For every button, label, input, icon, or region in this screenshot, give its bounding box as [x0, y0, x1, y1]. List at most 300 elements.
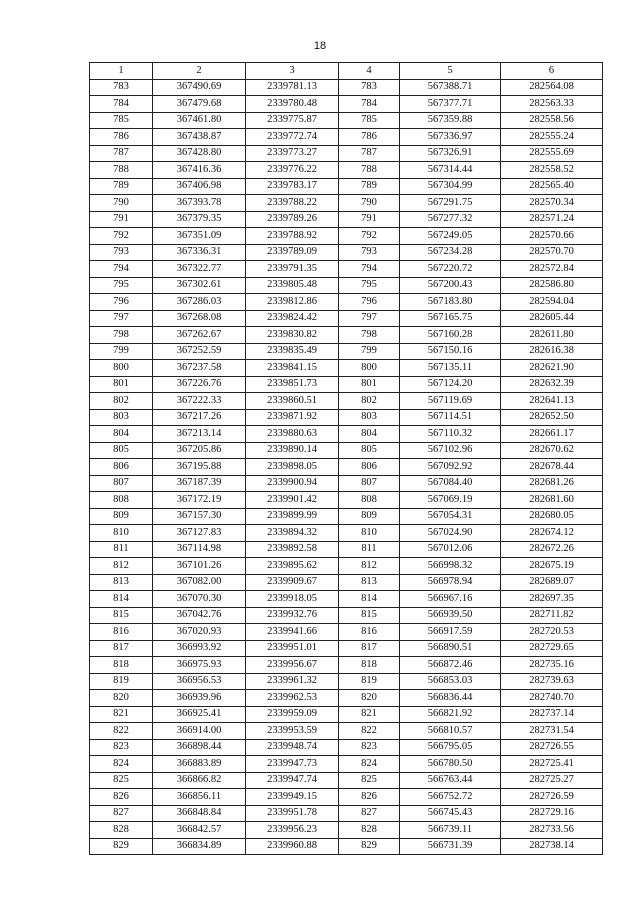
- x-coordinate-cell: 567183.80: [400, 294, 501, 311]
- point-number-cell: 808: [339, 492, 400, 509]
- x-coordinate-cell: 566745.43: [400, 805, 501, 822]
- x-coordinate-cell: 567110.32: [400, 426, 501, 443]
- y-coordinate-cell: 2339780.48: [246, 96, 339, 113]
- y-coordinate-cell: 2339841.15: [246, 360, 339, 377]
- y-coordinate-cell: 282670.62: [501, 442, 603, 459]
- y-coordinate-cell: 2339773.27: [246, 145, 339, 162]
- y-coordinate-cell: 2339949.15: [246, 789, 339, 806]
- x-coordinate-cell: 566890.51: [400, 640, 501, 657]
- y-coordinate-cell: 282558.52: [501, 162, 603, 179]
- table-row: [90, 228, 603, 245]
- table-row: [90, 508, 603, 525]
- point-number-cell: 825: [339, 772, 400, 789]
- x-coordinate-cell: 367336.31: [153, 244, 246, 261]
- table-row: [90, 574, 603, 591]
- y-coordinate-cell: 282558.56: [501, 112, 603, 129]
- point-number-cell: 791: [90, 211, 153, 228]
- y-coordinate-cell: 282611.80: [501, 327, 603, 344]
- x-coordinate-cell: 367070.30: [153, 591, 246, 608]
- y-coordinate-cell: 2339894.32: [246, 525, 339, 542]
- point-number-cell: 801: [339, 376, 400, 393]
- y-coordinate-cell: 2339772.74: [246, 129, 339, 146]
- y-coordinate-cell: 2339948.74: [246, 739, 339, 756]
- y-coordinate-cell: 2339918.05: [246, 591, 339, 608]
- x-coordinate-cell: 567160.28: [400, 327, 501, 344]
- table-row: [90, 822, 603, 839]
- table-row: [90, 442, 603, 459]
- y-coordinate-cell: 282726.59: [501, 789, 603, 806]
- y-coordinate-cell: 2339932.76: [246, 607, 339, 624]
- point-number-cell: 827: [339, 805, 400, 822]
- y-coordinate-cell: 2339851.73: [246, 376, 339, 393]
- point-number-cell: 792: [90, 228, 153, 245]
- y-coordinate-cell: 2339960.88: [246, 838, 339, 855]
- y-coordinate-cell: 282605.44: [501, 310, 603, 327]
- y-coordinate-cell: 282675.19: [501, 558, 603, 575]
- y-coordinate-cell: 2339899.99: [246, 508, 339, 525]
- x-coordinate-cell: 367217.26: [153, 409, 246, 426]
- point-number-cell: 784: [90, 96, 153, 113]
- table-row: [90, 360, 603, 377]
- point-number-cell: 823: [90, 739, 153, 756]
- y-coordinate-cell: 2339898.05: [246, 459, 339, 476]
- point-number-cell: 789: [90, 178, 153, 195]
- x-coordinate-cell: 567277.32: [400, 211, 501, 228]
- x-coordinate-cell: 567200.43: [400, 277, 501, 294]
- y-coordinate-cell: 2339947.74: [246, 772, 339, 789]
- table-row: [90, 459, 603, 476]
- y-coordinate-cell: 2339871.92: [246, 409, 339, 426]
- y-coordinate-cell: 2339776.22: [246, 162, 339, 179]
- y-coordinate-cell: 2339783.17: [246, 178, 339, 195]
- y-coordinate-cell: 2339830.82: [246, 327, 339, 344]
- point-number-cell: 787: [339, 145, 400, 162]
- y-coordinate-cell: 282570.70: [501, 244, 603, 261]
- point-number-cell: 818: [339, 657, 400, 674]
- x-coordinate-cell: 367252.59: [153, 343, 246, 360]
- y-coordinate-cell: 282740.70: [501, 690, 603, 707]
- point-number-cell: 809: [339, 508, 400, 525]
- point-number-cell: 783: [339, 79, 400, 96]
- x-coordinate-cell: 567119.69: [400, 393, 501, 410]
- y-coordinate-cell: 282726.55: [501, 739, 603, 756]
- point-number-cell: 809: [90, 508, 153, 525]
- table-row: [90, 129, 603, 146]
- y-coordinate-cell: 2339951.78: [246, 805, 339, 822]
- x-coordinate-cell: 367322.77: [153, 261, 246, 278]
- y-coordinate-cell: 282678.44: [501, 459, 603, 476]
- y-coordinate-cell: 282733.56: [501, 822, 603, 839]
- x-coordinate-cell: 367438.87: [153, 129, 246, 146]
- point-number-cell: 818: [90, 657, 153, 674]
- x-coordinate-cell: 367490.69: [153, 79, 246, 96]
- y-coordinate-cell: 282729.65: [501, 640, 603, 657]
- point-number-cell: 785: [90, 112, 153, 129]
- y-coordinate-cell: 2339956.23: [246, 822, 339, 839]
- table-row: [90, 211, 603, 228]
- table-row: [90, 310, 603, 327]
- x-coordinate-cell: 566917.59: [400, 624, 501, 641]
- table-row: [90, 838, 603, 855]
- point-number-cell: 814: [339, 591, 400, 608]
- x-coordinate-cell: 566752.72: [400, 789, 501, 806]
- x-coordinate-cell: 567165.75: [400, 310, 501, 327]
- table-row: [90, 178, 603, 195]
- x-coordinate-cell: 367379.35: [153, 211, 246, 228]
- y-coordinate-cell: 282555.24: [501, 129, 603, 146]
- point-number-cell: 824: [339, 756, 400, 773]
- x-coordinate-cell: 367302.61: [153, 277, 246, 294]
- y-coordinate-cell: 2339775.87: [246, 112, 339, 129]
- point-number-cell: 788: [339, 162, 400, 179]
- y-coordinate-cell: 282641.13: [501, 393, 603, 410]
- table-row: [90, 426, 603, 443]
- y-coordinate-cell: 282697.35: [501, 591, 603, 608]
- y-coordinate-cell: 2339789.26: [246, 211, 339, 228]
- table-row: [90, 805, 603, 822]
- x-coordinate-cell: 367222.33: [153, 393, 246, 410]
- y-coordinate-cell: 2339909.67: [246, 574, 339, 591]
- y-coordinate-cell: 282570.34: [501, 195, 603, 212]
- point-number-cell: 794: [90, 261, 153, 278]
- x-coordinate-cell: 566731.39: [400, 838, 501, 855]
- x-coordinate-cell: 567114.51: [400, 409, 501, 426]
- table-row: [90, 789, 603, 806]
- x-coordinate-cell: 367286.03: [153, 294, 246, 311]
- point-number-cell: 817: [90, 640, 153, 657]
- column-header: 1: [90, 63, 153, 80]
- y-coordinate-cell: 2339901.42: [246, 492, 339, 509]
- table-row: [90, 690, 603, 707]
- point-number-cell: 800: [90, 360, 153, 377]
- x-coordinate-cell: 367205.86: [153, 442, 246, 459]
- y-coordinate-cell: 282565.40: [501, 178, 603, 195]
- x-coordinate-cell: 567291.75: [400, 195, 501, 212]
- table-row: [90, 492, 603, 509]
- x-coordinate-cell: 367213.14: [153, 426, 246, 443]
- point-number-cell: 806: [339, 459, 400, 476]
- x-coordinate-cell: 367262.67: [153, 327, 246, 344]
- x-coordinate-cell: 566978.94: [400, 574, 501, 591]
- point-number-cell: 820: [339, 690, 400, 707]
- x-coordinate-cell: 366914.00: [153, 723, 246, 740]
- y-coordinate-cell: 282681.26: [501, 475, 603, 492]
- y-coordinate-cell: 2339892.58: [246, 541, 339, 558]
- x-coordinate-cell: 367101.26: [153, 558, 246, 575]
- point-number-cell: 807: [90, 475, 153, 492]
- y-coordinate-cell: 2339895.62: [246, 558, 339, 575]
- point-number-cell: 787: [90, 145, 153, 162]
- point-number-cell: 786: [339, 129, 400, 146]
- table-row: [90, 657, 603, 674]
- x-coordinate-cell: 566998.32: [400, 558, 501, 575]
- y-coordinate-cell: 2339788.92: [246, 228, 339, 245]
- x-coordinate-cell: 567249.05: [400, 228, 501, 245]
- x-coordinate-cell: 366848.84: [153, 805, 246, 822]
- table-row: [90, 607, 603, 624]
- y-coordinate-cell: 2339788.22: [246, 195, 339, 212]
- x-coordinate-cell: 366956.53: [153, 673, 246, 690]
- point-number-cell: 812: [90, 558, 153, 575]
- point-number-cell: 827: [90, 805, 153, 822]
- point-number-cell: 788: [90, 162, 153, 179]
- x-coordinate-cell: 367406.98: [153, 178, 246, 195]
- point-number-cell: 798: [90, 327, 153, 344]
- x-coordinate-cell: 366834.89: [153, 838, 246, 855]
- point-number-cell: 808: [90, 492, 153, 509]
- point-number-cell: 800: [339, 360, 400, 377]
- y-coordinate-cell: 282720.53: [501, 624, 603, 641]
- point-number-cell: 807: [339, 475, 400, 492]
- table-row: [90, 96, 603, 113]
- table-row: [90, 475, 603, 492]
- y-coordinate-cell: 282674.12: [501, 525, 603, 542]
- x-coordinate-cell: 567024.90: [400, 525, 501, 542]
- column-header: 4: [339, 63, 400, 80]
- y-coordinate-cell: 2339959.09: [246, 706, 339, 723]
- x-coordinate-cell: 366925.41: [153, 706, 246, 723]
- y-coordinate-cell: 282729.16: [501, 805, 603, 822]
- x-coordinate-cell: 566836.44: [400, 690, 501, 707]
- x-coordinate-cell: 367172.19: [153, 492, 246, 509]
- table-row: [90, 244, 603, 261]
- x-coordinate-cell: 566763.44: [400, 772, 501, 789]
- x-coordinate-cell: 366866.82: [153, 772, 246, 789]
- point-number-cell: 798: [339, 327, 400, 344]
- point-number-cell: 821: [339, 706, 400, 723]
- x-coordinate-cell: 367082.00: [153, 574, 246, 591]
- y-coordinate-cell: 2339953.59: [246, 723, 339, 740]
- point-number-cell: 829: [339, 838, 400, 855]
- point-number-cell: 795: [339, 277, 400, 294]
- point-number-cell: 803: [90, 409, 153, 426]
- x-coordinate-cell: 366856.11: [153, 789, 246, 806]
- table-row: [90, 294, 603, 311]
- page-number: 18: [313, 40, 327, 52]
- x-coordinate-cell: 367393.78: [153, 195, 246, 212]
- table-row: [90, 327, 603, 344]
- y-coordinate-cell: 2339835.49: [246, 343, 339, 360]
- y-coordinate-cell: 282586.80: [501, 277, 603, 294]
- x-coordinate-cell: 567220.72: [400, 261, 501, 278]
- x-coordinate-cell: 367114.98: [153, 541, 246, 558]
- x-coordinate-cell: 367351.09: [153, 228, 246, 245]
- point-number-cell: 796: [90, 294, 153, 311]
- table-row: [90, 772, 603, 789]
- x-coordinate-cell: 567124.20: [400, 376, 501, 393]
- x-coordinate-cell: 367020.93: [153, 624, 246, 641]
- y-coordinate-cell: 282725.27: [501, 772, 603, 789]
- point-number-cell: 826: [90, 789, 153, 806]
- table-row: [90, 409, 603, 426]
- y-coordinate-cell: 282672.26: [501, 541, 603, 558]
- table-row: [90, 673, 603, 690]
- x-coordinate-cell: 366842.57: [153, 822, 246, 839]
- point-number-cell: 799: [90, 343, 153, 360]
- point-number-cell: 822: [339, 723, 400, 740]
- table-row: [90, 343, 603, 360]
- y-coordinate-cell: 282632.39: [501, 376, 603, 393]
- point-number-cell: 828: [90, 822, 153, 839]
- column-header: 6: [501, 63, 603, 80]
- y-coordinate-cell: 282725.41: [501, 756, 603, 773]
- x-coordinate-cell: 566810.57: [400, 723, 501, 740]
- x-coordinate-cell: 567314.44: [400, 162, 501, 179]
- point-number-cell: 796: [339, 294, 400, 311]
- point-number-cell: 814: [90, 591, 153, 608]
- point-number-cell: 824: [90, 756, 153, 773]
- column-header: 5: [400, 63, 501, 80]
- point-number-cell: 828: [339, 822, 400, 839]
- y-coordinate-cell: 282681.60: [501, 492, 603, 509]
- point-number-cell: 819: [339, 673, 400, 690]
- y-coordinate-cell: 282594.04: [501, 294, 603, 311]
- table-row: [90, 558, 603, 575]
- y-coordinate-cell: 2339941.66: [246, 624, 339, 641]
- table-row: [90, 112, 603, 129]
- table-row: [90, 376, 603, 393]
- x-coordinate-cell: 567102.96: [400, 442, 501, 459]
- x-coordinate-cell: 567326.91: [400, 145, 501, 162]
- x-coordinate-cell: 566872.46: [400, 657, 501, 674]
- y-coordinate-cell: 282735.16: [501, 657, 603, 674]
- x-coordinate-cell: 366975.93: [153, 657, 246, 674]
- table-row: [90, 706, 603, 723]
- point-number-cell: 806: [90, 459, 153, 476]
- x-coordinate-cell: 567377.71: [400, 96, 501, 113]
- table-row: [90, 393, 603, 410]
- column-header: 3: [246, 63, 339, 80]
- y-coordinate-cell: 282738.14: [501, 838, 603, 855]
- point-number-cell: 803: [339, 409, 400, 426]
- x-coordinate-cell: 366939.96: [153, 690, 246, 707]
- point-number-cell: 790: [339, 195, 400, 212]
- point-number-cell: 829: [90, 838, 153, 855]
- table-row: [90, 640, 603, 657]
- point-number-cell: 810: [339, 525, 400, 542]
- table-row: [90, 277, 603, 294]
- point-number-cell: 815: [339, 607, 400, 624]
- y-coordinate-cell: 282616.38: [501, 343, 603, 360]
- table-row: [90, 756, 603, 773]
- point-number-cell: 820: [90, 690, 153, 707]
- x-coordinate-cell: 367157.30: [153, 508, 246, 525]
- y-coordinate-cell: 282711.82: [501, 607, 603, 624]
- y-coordinate-cell: 282739.63: [501, 673, 603, 690]
- point-number-cell: 797: [90, 310, 153, 327]
- point-number-cell: 825: [90, 772, 153, 789]
- point-number-cell: 792: [339, 228, 400, 245]
- x-coordinate-cell: 567054.31: [400, 508, 501, 525]
- point-number-cell: 801: [90, 376, 153, 393]
- y-coordinate-cell: 2339951.01: [246, 640, 339, 657]
- table-row: [90, 541, 603, 558]
- y-coordinate-cell: 282661.17: [501, 426, 603, 443]
- point-number-cell: 786: [90, 129, 153, 146]
- y-coordinate-cell: 2339789.09: [246, 244, 339, 261]
- y-coordinate-cell: 282570.66: [501, 228, 603, 245]
- point-number-cell: 805: [90, 442, 153, 459]
- point-number-cell: 791: [339, 211, 400, 228]
- x-coordinate-cell: 566780.50: [400, 756, 501, 773]
- table-header-row: [90, 63, 603, 80]
- y-coordinate-cell: 2339956.67: [246, 657, 339, 674]
- y-coordinate-cell: 282555.69: [501, 145, 603, 162]
- point-number-cell: 783: [90, 79, 153, 96]
- y-coordinate-cell: 282621.90: [501, 360, 603, 377]
- table-row: [90, 195, 603, 212]
- point-number-cell: 812: [339, 558, 400, 575]
- table-body: [90, 79, 603, 855]
- point-number-cell: 802: [90, 393, 153, 410]
- x-coordinate-cell: 566939.50: [400, 607, 501, 624]
- x-coordinate-cell: 567336.97: [400, 129, 501, 146]
- point-number-cell: 821: [90, 706, 153, 723]
- point-number-cell: 784: [339, 96, 400, 113]
- point-number-cell: 813: [90, 574, 153, 591]
- point-number-cell: 793: [90, 244, 153, 261]
- point-number-cell: 793: [339, 244, 400, 261]
- point-number-cell: 811: [90, 541, 153, 558]
- point-number-cell: 794: [339, 261, 400, 278]
- x-coordinate-cell: 367042.76: [153, 607, 246, 624]
- point-number-cell: 816: [339, 624, 400, 641]
- x-coordinate-cell: 567084.40: [400, 475, 501, 492]
- y-coordinate-cell: 282572.84: [501, 261, 603, 278]
- point-number-cell: 805: [339, 442, 400, 459]
- x-coordinate-cell: 367237.58: [153, 360, 246, 377]
- y-coordinate-cell: 282652.50: [501, 409, 603, 426]
- point-number-cell: 802: [339, 393, 400, 410]
- x-coordinate-cell: 567012.06: [400, 541, 501, 558]
- y-coordinate-cell: 2339781.13: [246, 79, 339, 96]
- x-coordinate-cell: 566821.92: [400, 706, 501, 723]
- x-coordinate-cell: 567359.88: [400, 112, 501, 129]
- x-coordinate-cell: 366993.92: [153, 640, 246, 657]
- point-number-cell: 813: [339, 574, 400, 591]
- table-row: [90, 591, 603, 608]
- y-coordinate-cell: 282563.33: [501, 96, 603, 113]
- x-coordinate-cell: 566853.03: [400, 673, 501, 690]
- table-row: [90, 739, 603, 756]
- x-coordinate-cell: 567234.28: [400, 244, 501, 261]
- x-coordinate-cell: 567135.11: [400, 360, 501, 377]
- point-number-cell: 816: [90, 624, 153, 641]
- y-coordinate-cell: 2339900.94: [246, 475, 339, 492]
- point-number-cell: 797: [339, 310, 400, 327]
- x-coordinate-cell: 567150.16: [400, 343, 501, 360]
- point-number-cell: 785: [339, 112, 400, 129]
- point-number-cell: 819: [90, 673, 153, 690]
- x-coordinate-cell: 566795.05: [400, 739, 501, 756]
- x-coordinate-cell: 567069.19: [400, 492, 501, 509]
- table-row: [90, 624, 603, 641]
- y-coordinate-cell: 2339947.73: [246, 756, 339, 773]
- table-row: [90, 79, 603, 96]
- x-coordinate-cell: 567092.92: [400, 459, 501, 476]
- x-coordinate-cell: 567304.99: [400, 178, 501, 195]
- y-coordinate-cell: 282689.07: [501, 574, 603, 591]
- x-coordinate-cell: 367461.80: [153, 112, 246, 129]
- point-number-cell: 804: [90, 426, 153, 443]
- x-coordinate-cell: 367479.68: [153, 96, 246, 113]
- point-number-cell: 799: [339, 343, 400, 360]
- table-row: [90, 145, 603, 162]
- x-coordinate-cell: 367195.88: [153, 459, 246, 476]
- x-coordinate-cell: 566967.16: [400, 591, 501, 608]
- x-coordinate-cell: 367187.39: [153, 475, 246, 492]
- column-header: 2: [153, 63, 246, 80]
